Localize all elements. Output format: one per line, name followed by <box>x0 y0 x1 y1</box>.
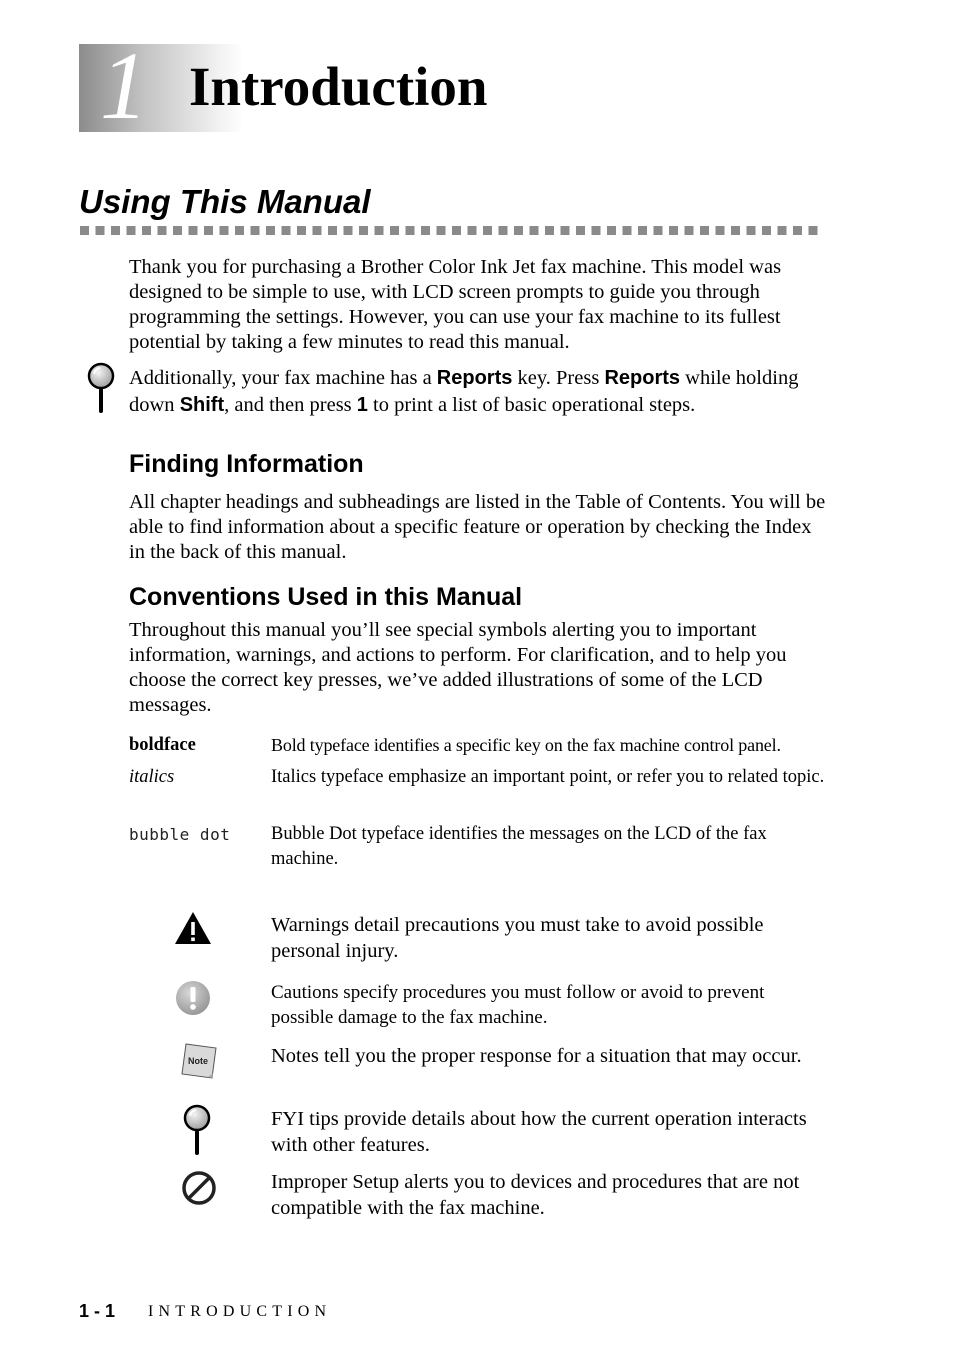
svg-text:Note: Note <box>188 1056 208 1066</box>
chapter-number: 1 <box>100 32 148 139</box>
convention-term-italics: italics <box>129 767 175 787</box>
fyi-icon <box>182 1104 212 1158</box>
conventions-heading: Conventions Used in this Manual <box>129 583 523 611</box>
dotted-divider <box>80 226 822 235</box>
legend-improper-setup-text: Improper Setup alerts you to devices and procedures that are not compatible with the fax machine. <box>271 1171 800 1219</box>
legend-fyi-text: FYI tips provide details about how the current operation interacts with other features. <box>271 1108 807 1156</box>
intro-paragraph: Thank you for purchasing a Brother Color Ink Jet fax machine. This model was designed to be simple to use, with LCD screen prompts to guide you through programming the settings. However, you can use your fax machine to its fullest potential by taking a few minutes to read this manual. <box>129 256 782 353</box>
one-key: 1 <box>356 394 368 416</box>
caution-icon <box>175 980 211 1016</box>
reports-key: Reports <box>436 367 513 389</box>
finding-information-heading: Finding Information <box>129 450 364 478</box>
page-number: 1 - 1 <box>79 1301 116 1321</box>
conventions-paragraph: Throughout this manual you’ll see special symbols alerting you to important information, warnings, and actions to perform. For clarification, and to help you choose the correct key presses, we’ve added illustrations of some of the LCD messages. <box>129 619 787 716</box>
legend-note-text: Notes tell you the proper response for a situation that may occur. <box>271 1045 802 1067</box>
fyi-tip-paragraph: Additionally, your fax machine has a Reports key. Press Reports while holding down Shift, and then press 1 to print a list of basic operational steps. <box>129 367 799 416</box>
shift-key: Shift <box>179 394 225 416</box>
fyi-icon <box>86 362 116 416</box>
warning-icon <box>174 911 212 945</box>
legend-warning-text: Warnings detail precautions you must take to avoid possible personal injury. <box>271 914 764 962</box>
improper-setup-icon <box>181 1170 217 1206</box>
finding-information-paragraph: All chapter headings and subheadings are listed in the Table of Contents. You will be able to find information about a specific feature or operation by checking the Index in the back of this manual. <box>129 491 826 563</box>
convention-description-bubble-dot: Bubble Dot typeface identifies the messages on the LCD of the fax machine. <box>271 824 767 869</box>
note-icon <box>180 1040 220 1082</box>
section-title: Using This Manual <box>79 183 371 220</box>
convention-description-italics: Italics typeface emphasize an important point, or refer you to related topic. <box>271 767 825 787</box>
footer-chapter-label: INTRODUCTION <box>148 1303 332 1320</box>
convention-term-bubble-dot: bubble dot <box>129 825 231 844</box>
legend-caution-text: Cautions specify procedures you must follow or avoid to prevent possible damage to the fax machine. <box>271 982 765 1028</box>
convention-description-boldface: Bold typeface identifies a specific key on the fax machine control panel. <box>271 735 781 755</box>
convention-term-boldface: boldface <box>129 735 196 755</box>
reports-key: Reports <box>604 367 681 389</box>
chapter-title: Introduction <box>189 56 488 117</box>
